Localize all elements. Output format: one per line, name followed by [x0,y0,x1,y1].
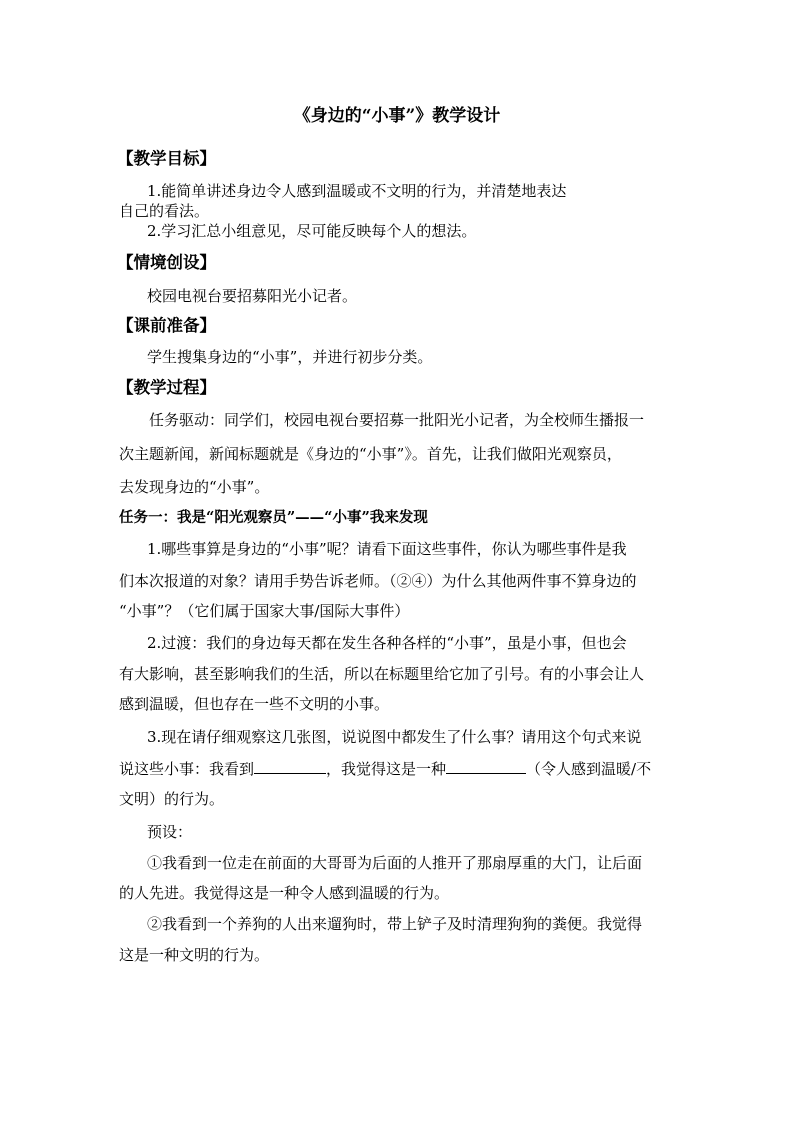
para2-line-2: 有大影响，甚至影响我们的生活，所以在标题里给它加了引号。有的小事会让人 [119,665,645,683]
para3-line-2 [119,759,651,779]
para2-line-3: 感到温暖，但也存在一些不文明的小事。 [119,695,390,713]
goal-line-1: 1.能简单讲述身边令人感到温暖或不文明的行为，并清楚地表达 [147,182,567,200]
para3-segment-c: （令人感到温暖/不 [526,760,652,778]
intro-line-1: 任务驱动：同学们，校园电视台要招募一批阳光小记者，为全校师生播报一 [149,411,645,429]
document-title: 《身边的“小事”》教学设计 [293,106,501,126]
heading-process: 【教学过程】 [117,378,216,397]
para3-segment-a: 说这些小事：我看到 [119,760,255,778]
para1-line-3: “小事”？（它们属于国家大事/国际大事件） [119,602,410,620]
example2-line-1: ②我看到一个养狗的人出来遛狗时，带上铲子及时清理狗狗的粪便。我觉得 [147,915,643,933]
intro-line-2: 次主题新闻，新闻标题就是《身边的“小事”》。首先，让我们做阳光观察员， [119,445,622,463]
fill-in-blank-2 [446,759,526,774]
para3-line-1: 3.现在请仔细观察这几张图，说说图中都发生了什么事？请用这个句式来说 [147,728,642,746]
intro-line-3: 去发现身边的“小事”。 [119,478,270,496]
example1-line-2: 的人先进。我觉得这是一种令人感到温暖的行为。 [119,884,450,902]
prep-line-1: 学生搜集身边的“小事”，并进行初步分类。 [147,348,433,366]
para1-line-2: 们本次报道的对象？请用手势告诉老师。（②④）为什么其他两件事不算身边的 [119,572,637,590]
heading-teaching-goal: 【教学目标】 [117,149,216,168]
example2-line-2: 这是一种文明的行为。 [119,946,270,964]
task-one-title: 任务一：我是“阳光观察员”——“小事”我来发现 [119,509,428,526]
para1-line-1: 1.哪些事算是身边的“小事”呢？请看下面这些事件，你认为哪些事件是我 [147,540,627,558]
para3-line-3: 文明）的行为。 [119,790,225,808]
example1-line-1: ①我看到一位走在前面的大哥哥为后面的人推开了那扇厚重的大门，让后面 [147,854,643,872]
heading-scene: 【情境创设】 [117,253,216,272]
para2-line-1: 2.过渡：我们的身边每天都在发生各种各样的“小事”，虽是小事，但也会 [147,634,627,652]
heading-preparation: 【课前准备】 [117,316,216,335]
scene-line-1: 校园电视台要招募阳光小记者。 [147,287,358,305]
goal-line-3: 2.学习汇总小组意见，尽可能反映每个人的想法。 [147,222,477,240]
goal-line-2: 自己的看法。 [119,202,210,220]
para3-segment-b: ，我觉得这是一种 [326,760,447,778]
fill-in-blank-1 [254,759,326,774]
preset-label: 预设： [147,823,193,841]
